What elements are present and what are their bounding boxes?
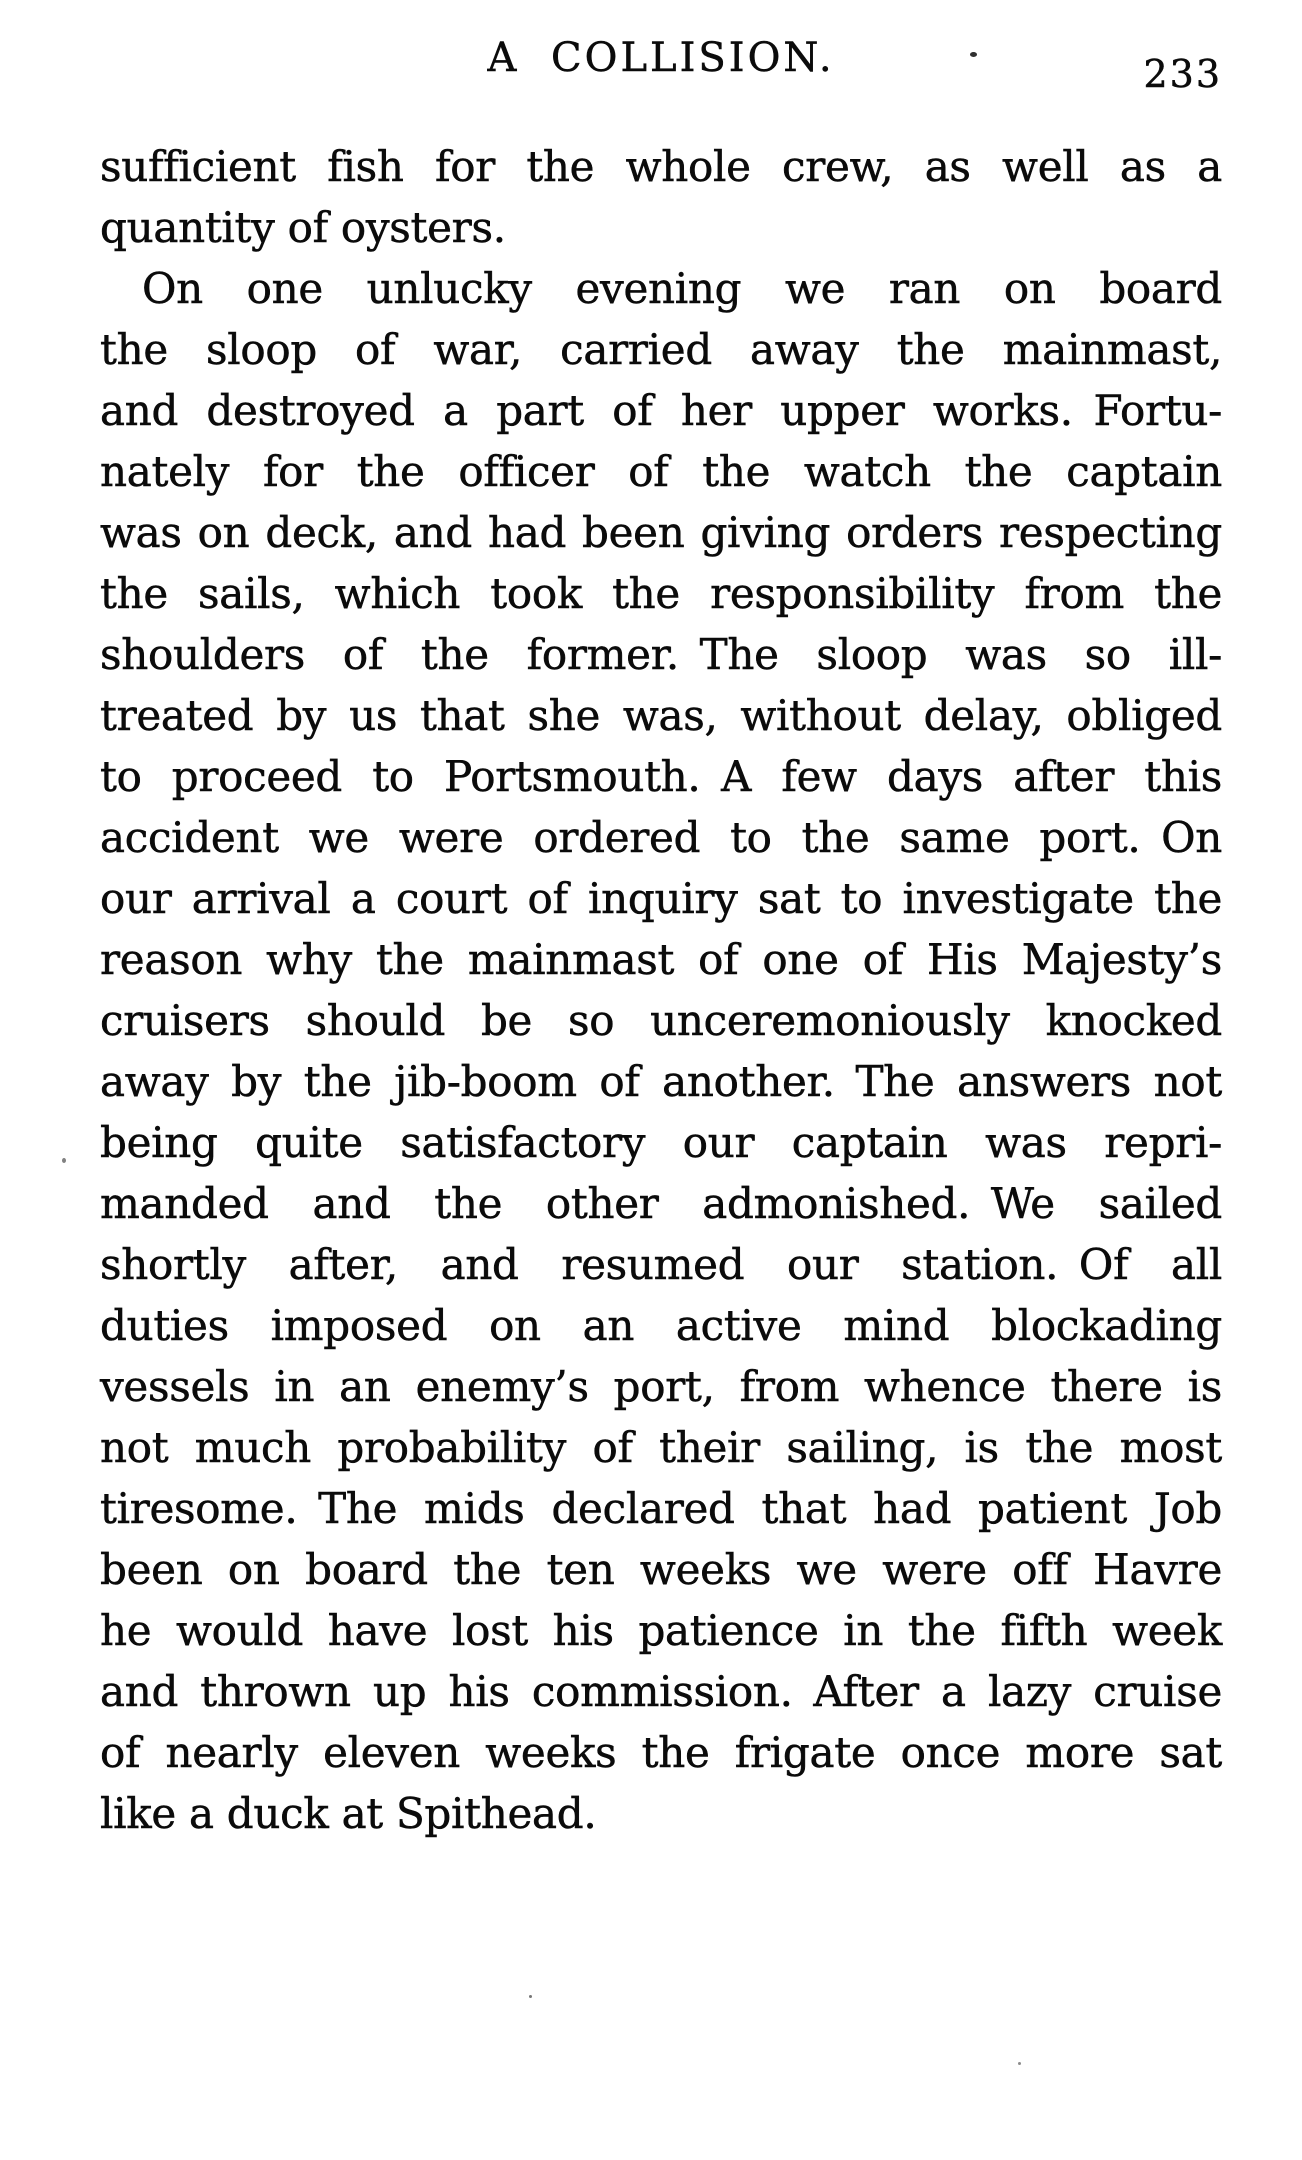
- scan-speck: [1018, 2062, 1021, 2065]
- text-line: quantity of oysters.: [100, 203, 506, 252]
- text-line: accident we were ordered to the same port. On: [100, 813, 1222, 862]
- text-line: of nearly eleven weeks the frigate once more sat: [100, 1728, 1222, 1777]
- text-line: the sloop of war, carried away the mainmast,: [100, 325, 1222, 374]
- text-line: the sails, which took the responsibility from the: [100, 569, 1222, 618]
- text-line: shoulders of the former. The sloop was so ill-: [100, 630, 1222, 679]
- text-line: treated by us that she was, without delay, obliged: [100, 691, 1222, 740]
- text-line: to proceed to Portsmouth. A few days after this: [100, 752, 1222, 801]
- text-line: tiresome. The mids declared that had patient Job: [100, 1484, 1222, 1533]
- body-text: [100, 136, 1222, 1844]
- text-line: duties imposed on an active mind blockading: [100, 1301, 1222, 1350]
- text-line: and thrown up his commission. After a lazy cruise: [100, 1667, 1222, 1716]
- text-line: sufficient fish for the whole crew, as well as a: [100, 142, 1222, 191]
- text-line: cruisers should be so unceremoniously knocked: [100, 996, 1222, 1045]
- text-line: been on board the ten weeks we were off Havre: [100, 1545, 1222, 1594]
- text-line: reason why the mainmast of one of His Majesty’s: [100, 935, 1222, 984]
- text-line: On one unlucky evening we ran on board: [142, 264, 1222, 313]
- text-line: shortly after, and resumed our station. Of all: [100, 1240, 1222, 1289]
- text-line: he would have lost his patience in the fifth week: [100, 1606, 1222, 1655]
- text-line: vessels in an enemy’s port, from whence there is: [100, 1362, 1222, 1411]
- text-line: nately for the officer of the watch the captain: [100, 447, 1222, 496]
- scan-speck: [529, 1995, 532, 1998]
- text-line: was on deck, and had been giving orders respecting: [100, 508, 1222, 557]
- scan-speck: [970, 52, 977, 57]
- text-line: being quite satisfactory our captain was repri-: [100, 1118, 1222, 1167]
- text-line: like a duck at Spithead.: [100, 1789, 597, 1838]
- text-line: our arrival a court of inquiry sat to investigate the: [100, 874, 1222, 923]
- page-number: 233: [1143, 52, 1222, 96]
- scan-speck: [62, 1158, 66, 1163]
- scan-speck: [386, 1446, 389, 1449]
- text-line: not much probability of their sailing, is the most: [100, 1423, 1222, 1472]
- text-line: and destroyed a part of her upper works. Fortu-: [100, 386, 1222, 435]
- running-header: A COLLISION.: [487, 35, 835, 81]
- text-line: manded and the other admonished. We sailed: [100, 1179, 1222, 1228]
- text-line: away by the jib-boom of another. The answers not: [100, 1057, 1222, 1106]
